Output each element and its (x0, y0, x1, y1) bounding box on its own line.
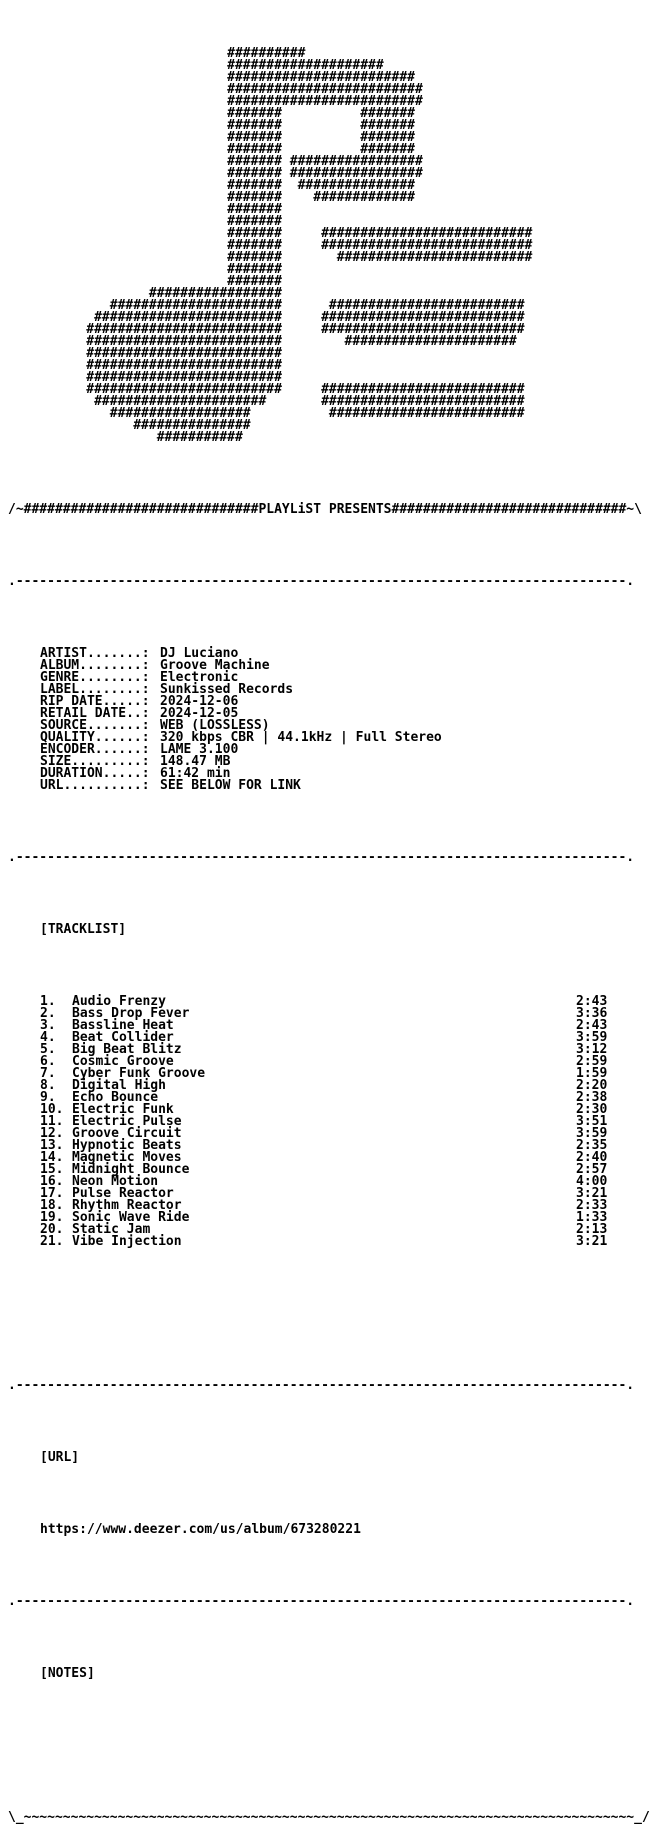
logo-line: ###################### ########################## (8, 394, 525, 409)
track-title: Cyber Funk Groove (72, 1066, 206, 1081)
track-number: 17. (40, 1186, 64, 1201)
track-title: Neon Motion (72, 1174, 159, 1189)
logo-line: ######################### (8, 82, 423, 97)
logo-line: ######################### (8, 370, 282, 385)
info-value: Sunkissed Records (160, 682, 294, 697)
track-number: 11. (40, 1114, 64, 1129)
track-duration: 3:21 (576, 1234, 608, 1249)
banner: /~##############################PLAYLiST PRESENTS##############################~\ (8, 502, 642, 517)
track-number: 21. (40, 1234, 64, 1249)
logo-line: ####### (8, 214, 282, 229)
logo-line: ####### ############# (8, 190, 415, 205)
info-key: ARTIST.......: (40, 646, 150, 661)
logo-line: #################### (8, 58, 384, 73)
logo-line: ####### (8, 202, 282, 217)
track-title: Echo Bounce (72, 1090, 159, 1105)
track-duration: 2:13 (576, 1222, 608, 1237)
logo-line: ####### ####### (8, 142, 415, 157)
logo-line: ############### (8, 418, 251, 433)
info-key: SOURCE.......: (40, 718, 150, 733)
track-duration: 2:57 (576, 1162, 608, 1177)
track-number: 13. (40, 1138, 64, 1153)
info-key: RIP DATE.....: (40, 694, 150, 709)
track-title: Groove Circuit (72, 1126, 182, 1141)
nfo-document (8, 24, 650, 1825)
divider: .------------------------------------------------------------------------------. (8, 1594, 635, 1609)
track-number: 18. (40, 1198, 64, 1213)
track-title: Electric Pulse (72, 1114, 182, 1129)
logo-line: ######################### (8, 346, 282, 361)
divider: .------------------------------------------------------------------------------. (8, 850, 635, 865)
info-value: LAME 3.100 (160, 742, 239, 757)
track-duration: 3:59 (576, 1126, 608, 1141)
track-title: Electric Funk (72, 1102, 174, 1117)
track-title: Beat Collider (72, 1030, 174, 1045)
track-number: 4. (40, 1030, 56, 1045)
track-duration: 2:43 (576, 994, 608, 1009)
track-title: Static Jam (72, 1222, 151, 1237)
track-number: 3. (40, 1018, 56, 1033)
info-value: 61:42 min (160, 766, 231, 781)
release-info (8, 648, 640, 792)
track-number: 19. (40, 1210, 64, 1225)
info-key: ENCODER......: (40, 742, 150, 757)
logo-line: ######################## (8, 70, 415, 85)
logo-line: ########### (8, 430, 243, 445)
track-number: 15. (40, 1162, 64, 1177)
divider: .------------------------------------------------------------------------------. (8, 574, 635, 589)
track-number: 5. (40, 1042, 56, 1057)
logo-line: ###################### ######################### (8, 298, 525, 313)
info-value: SEE BELOW FOR LINK (160, 778, 301, 793)
track-title: Magnetic Moves (72, 1150, 182, 1165)
info-value: Groove Machine (160, 658, 270, 673)
track-number: 16. (40, 1174, 64, 1189)
track-title: Audio Frenzy (72, 994, 166, 1009)
logo-line: ######################## ########################## (8, 310, 525, 325)
ascii-logo (8, 48, 640, 444)
info-value: WEB (LOSSLESS) (160, 718, 270, 733)
info-key: ALBUM........: (40, 658, 150, 673)
track-duration: 2:59 (576, 1054, 608, 1069)
logo-line: ####### ####### (8, 118, 415, 133)
url-header: [URL] (40, 1450, 80, 1465)
logo-line: ####### ################# (8, 154, 423, 169)
track-number: 7. (40, 1066, 56, 1081)
logo-line: ####### ########################### (8, 238, 533, 253)
logo-line: ######################### ########################## (8, 382, 525, 397)
logo-line: ####### (8, 262, 282, 277)
track-title: Sonic Wave Ride (72, 1210, 190, 1225)
logo-line: ######################### (8, 94, 423, 109)
info-key: RETAIL DATE..: (40, 706, 150, 721)
logo-line: ######################### ###################### (8, 334, 517, 349)
divider: .------------------------------------------------------------------------------. (8, 1378, 635, 1393)
album-url[interactable]: https://www.deezer.com/us/album/673280221 (40, 1522, 361, 1537)
track-duration: 4:00 (576, 1174, 608, 1189)
track-title: Bassline Heat (72, 1018, 174, 1033)
track-duration: 2:35 (576, 1138, 608, 1153)
track-number: 12. (40, 1126, 64, 1141)
track-duration: 2:43 (576, 1018, 608, 1033)
track-title: Vibe Injection (72, 1234, 182, 1249)
logo-line: ####### ############### (8, 178, 415, 193)
logo-line: ################## ######################### (8, 406, 525, 421)
track-title: Big Beat Blitz (72, 1042, 182, 1057)
tracklist (8, 996, 640, 1248)
info-key: DURATION.....: (40, 766, 150, 781)
notes-header: [NOTES] (40, 1666, 95, 1681)
info-key: GENRE........: (40, 670, 150, 685)
track-number: 14. (40, 1150, 64, 1165)
track-number: 6. (40, 1054, 56, 1069)
track-title: Digital High (72, 1078, 166, 1093)
logo-line: ########## (8, 46, 306, 61)
track-row (8, 1236, 640, 1248)
track-duration: 3:12 (576, 1042, 608, 1057)
footer: \_~~~~~~~~~~~~~~~~~~~~~~~~~~~~~~~~~~~~~~~~~~~~~~~~~~~~~~~~~~~~~~~~~~~~~~~~~~~~~~_/ (8, 1810, 650, 1825)
logo-line: ####### ######################### (8, 250, 533, 265)
track-duration: 3:51 (576, 1114, 608, 1129)
track-number: 2. (40, 1006, 56, 1021)
track-duration: 3:21 (576, 1186, 608, 1201)
info-value: 2024-12-06 (160, 694, 239, 709)
info-value: 148.47 MB (160, 754, 231, 769)
track-title: Cosmic Groove (72, 1054, 174, 1069)
info-value: 320 kbps CBR | 44.1kHz | Full Stereo (160, 730, 442, 745)
track-duration: 1:33 (576, 1210, 608, 1225)
info-value: DJ Luciano (160, 646, 239, 661)
info-key: QUALITY......: (40, 730, 150, 745)
logo-line: ################# (8, 286, 282, 301)
logo-line: ####### ####### (8, 106, 415, 121)
logo-line: ####### ####### (8, 130, 415, 145)
logo-line: ####### (8, 274, 282, 289)
track-duration: 3:36 (576, 1006, 608, 1021)
track-duration: 1:59 (576, 1066, 608, 1081)
track-duration: 2:40 (576, 1150, 608, 1165)
logo-line: ######################### (8, 358, 282, 373)
info-value: Electronic (160, 670, 239, 685)
track-duration: 3:59 (576, 1030, 608, 1045)
logo-line: ####### ################# (8, 166, 423, 181)
track-number: 20. (40, 1222, 64, 1237)
info-key: URL..........: (40, 778, 150, 793)
track-duration: 2:20 (576, 1078, 608, 1093)
track-title: Pulse Reactor (72, 1186, 174, 1201)
track-title: Bass Drop Fever (72, 1006, 190, 1021)
track-duration: 2:33 (576, 1198, 608, 1213)
info-value: 2024-12-05 (160, 706, 239, 721)
track-number: 8. (40, 1078, 56, 1093)
info-row (8, 780, 640, 792)
track-number: 9. (40, 1090, 56, 1105)
tracklist-header: [TRACKLIST] (40, 922, 127, 937)
logo-line: ####### ########################### (8, 226, 533, 241)
track-number: 1. (40, 994, 56, 1009)
track-number: 10. (40, 1102, 64, 1117)
track-duration: 2:30 (576, 1102, 608, 1117)
info-key: SIZE.........: (40, 754, 150, 769)
track-title: Hypnotic Beats (72, 1138, 182, 1153)
track-title: Midnight Bounce (72, 1162, 190, 1177)
track-title: Rhythm Reactor (72, 1198, 182, 1213)
logo-line: ######################### ########################## (8, 322, 525, 337)
info-key: LABEL........: (40, 682, 150, 697)
track-duration: 2:38 (576, 1090, 608, 1105)
